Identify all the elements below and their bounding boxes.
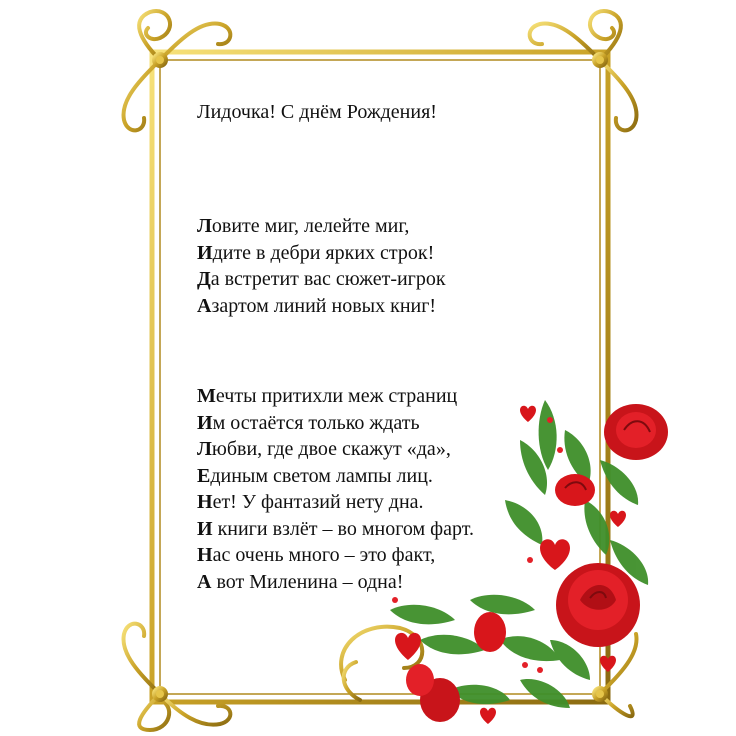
poem-line: Нас очень много – это факт, — [197, 544, 436, 566]
poem-line: Мечты притихли меж страниц — [197, 385, 458, 407]
poem-line: И книги взлёт – во многом фарт. — [197, 517, 474, 540]
poem-line: Ловите миг, лелейте миг, — [197, 215, 410, 237]
corner-ornament-top-right — [530, 11, 637, 130]
stanza-1 — [197, 213, 446, 319]
corner-ornament-bottom-left — [123, 624, 230, 730]
poem-line: Нет! У фантазий нету дна. — [197, 491, 424, 513]
stanza-2 — [197, 383, 474, 595]
poem-line: Идите в дебри ярких строк! — [197, 241, 435, 264]
poem-line: Единым светом лампы лиц. — [197, 464, 433, 487]
poem-title: Лидочка! С днём Рождения! — [197, 101, 437, 123]
poem-line: Им остаётся только ждать — [197, 411, 420, 434]
poem-line: А вот Миленина – одна! — [197, 570, 404, 593]
poem-line: Да встретит вас сюжет-игрок — [197, 268, 446, 290]
poem-line: Любви, где двое скажут «да», — [197, 438, 451, 460]
poem-line: Азартом линий новых книг! — [197, 294, 437, 317]
scroll-ornament — [341, 627, 422, 700]
